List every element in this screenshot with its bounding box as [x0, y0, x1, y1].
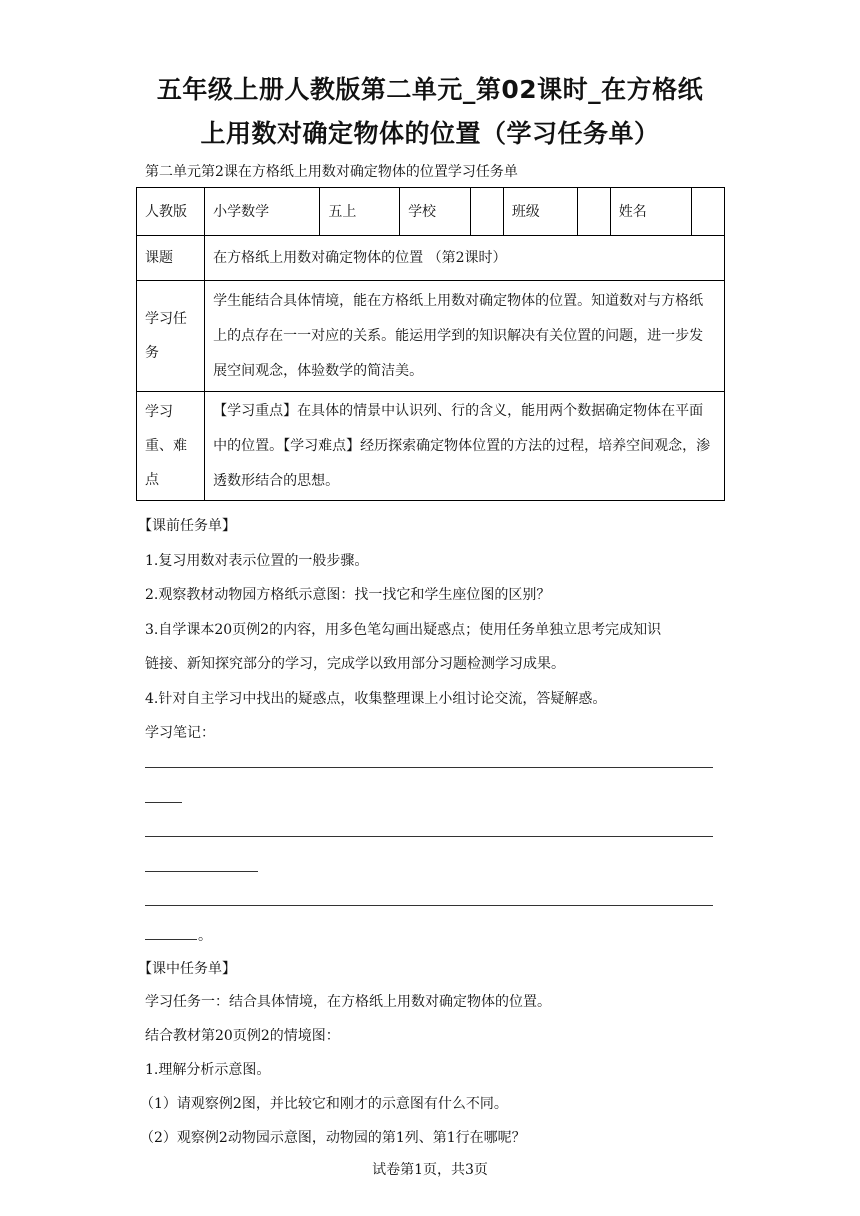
in-class-line-5: （2）观察例2动物园示意图，动物园的第1列、第1行在哪呢？: [140, 1130, 526, 1146]
notes-line-1[interactable]: [145, 767, 713, 768]
task-label: 学习任务: [137, 281, 205, 392]
notes-line-3[interactable]: [145, 905, 713, 906]
cell-subject: 小学数学: [205, 188, 320, 236]
table-row: [137, 392, 725, 501]
notes-line-2-end[interactable]: [145, 871, 258, 872]
pre-class-item-3a: 3.自学课本20页例2的内容，用多色笔勾画出疑惑点；使用任务单独立思考完成知识: [145, 622, 662, 638]
table-row: [137, 236, 725, 281]
table-row: [137, 188, 725, 236]
table-row: [137, 281, 725, 392]
focus-text: 【学习重点】在具体的情景中认识列、行的含义，能用两个数据确定物体在平面中的位置。【学习难点】经历探索确定物体位置的方法的过程，培养空间观念，渗透数形结合的思想。: [205, 392, 725, 501]
document-title-line1: 五年级上册人教版第二单元_第02课时_在方格纸: [156, 75, 704, 104]
document-title-line2: 上用数对确定物体的位置（学习任务单）: [200, 119, 660, 148]
cell-name-value[interactable]: [692, 188, 725, 236]
topic-value: 在方格纸上用数对确定物体的位置 （第2课时）: [205, 236, 725, 281]
pre-class-item-2: 2.观察教材动物园方格纸示意图：找一找它和学生座位图的区别？: [145, 587, 551, 603]
notes-line-2[interactable]: [145, 836, 713, 837]
topic-label: 课题: [137, 236, 205, 281]
in-class-heading: 【课中任务单】: [138, 961, 236, 977]
pre-class-heading: 【课前任务单】: [138, 518, 236, 534]
page-footer: 试卷第1页，共3页: [372, 1162, 488, 1178]
cell-class-value[interactable]: [578, 188, 610, 236]
focus-label: 学习重、难点: [137, 392, 205, 501]
cell-name-label: 姓名: [610, 188, 692, 236]
pre-class-item-4: 4.针对自主学习中找出的疑惑点，收集整理课上小组讨论交流，答疑解惑。: [145, 691, 607, 707]
cell-grade: 五上: [320, 188, 400, 236]
cell-class-label: 班级: [503, 188, 577, 236]
notes-line-3-end[interactable]: [145, 939, 197, 940]
pre-class-item-1: 1.复习用数对表示位置的一般步骤。: [145, 553, 369, 569]
cell-edition: 人教版: [137, 188, 205, 236]
cell-school-label: 学校: [400, 188, 471, 236]
notes-end-mark: 。: [198, 928, 212, 944]
in-class-line-2: 结合教材第20页例2的情境图：: [145, 1028, 340, 1044]
task-text: 学生能结合具体情境，能在方格纸上用数对确定物体的位置。知道数对与方格纸上的点存在一一对应的关系。能运用学到的知识解决有关位置的问题，进一步发展空间观念，体验数学的简洁美。: [205, 281, 725, 392]
pre-class-item-3b: 链接、新知探究部分的学习，完成学以致用部分习题检测学习成果。: [145, 656, 565, 672]
in-class-line-3: 1.理解分析示意图。: [145, 1062, 271, 1078]
notes-label: 学习笔记：: [145, 725, 215, 741]
cell-school-value[interactable]: [471, 188, 503, 236]
document-subtitle: 第二单元第2课在方格纸上用数对确定物体的位置学习任务单: [145, 164, 518, 180]
in-class-line-4: （1）请观察例2图，并比较它和刚才的示意图有什么不同。: [140, 1096, 508, 1112]
in-class-line-1: 学习任务一：结合具体情境，在方格纸上用数对确定物体的位置。: [145, 994, 551, 1010]
notes-line-1-end[interactable]: [145, 802, 182, 803]
info-table: [136, 187, 725, 501]
